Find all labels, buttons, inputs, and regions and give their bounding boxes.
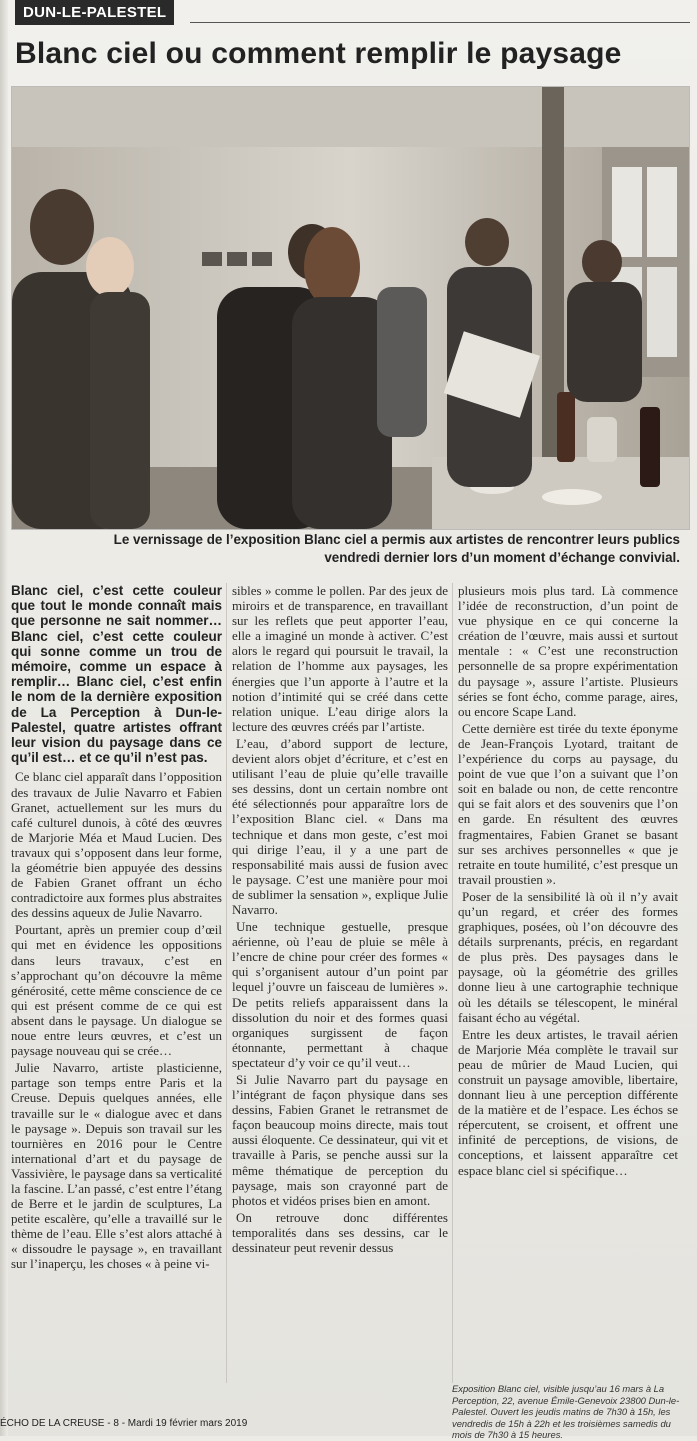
vernissage-photo-icon xyxy=(12,87,689,529)
paragraph: Cette dernière est tirée du texte éponyme de Jean-François Lyotard, traitant de l’expérience du corps au paysage, du point de vue que l’on a suivant que l’on soit en balade ou non, de cette rencontre qui se fait alors et des souvenirs que l’on en garde. En résultent des œuvres fragmentaires, Fabien Granet se basant sur ses archives personnelles « que je retraite en toute humilité, c’est presque un travail proustien ». xyxy=(458,720,678,887)
article-lead: Blanc ciel, c’est cette couleur que tout le monde connaît mais que personne ne sait nommer… Blanc ciel, c’est cette couleur qui sonne comme un trou de mémoire, comme un espace à remplir… Blanc ciel, c’est enfin le nom de la dernière exposition de La Perception à Dun-le-Palestel, quatre artistes offrant leur vision du paysage dans ce qu’il est… et ce qu’il n’est pas. xyxy=(11,583,222,766)
column-divider xyxy=(452,583,453,1383)
paragraph: Julie Navarro, artiste plasticienne, partage son temps entre Paris et la Creuse. Depuis quelques années, elle travaille sur le « dialogue avec et dans le paysage ». Depuis son travail sur les tournières en 2016 pour le Centre international d’art et du paysage de Vassivière, le paysage dans sa verticalité la fascine. L’an passé, c’est entre l’étang de Berre et le jardin de sculptures, La petite escalère, qu’elle a travaillé sur le thème de l’eau. Elle s’est alors attaché à « dissoudre le paysage », en travaillant sur l’inaperçu, les choses « à peine vi- xyxy=(11,1060,222,1272)
paragraph: Si Julie Navarro part du paysage en l’intégrant de façon physique dans ses dessins, Fabien Granet le retransmet de façon beaucoup moins directe, mais tout aussi éloquente. Ce dessinateur, qui vit et travaille à Paris, se penche aussi sur la même thématique de perception du paysage, mais son crayonné part de photos et vidéos prises bien en amont. xyxy=(232,1072,448,1208)
article-photo xyxy=(11,86,690,530)
article-column-3 xyxy=(458,583,678,1386)
paragraph: Une technique gestuelle, presque aérienne, où l’eau de pluie se mêle à l’encre de chine pour créer des formes « qui s’organisent autour d’un point par lequel j’ouvre un faisceau de lumières ». De petits reliefs apparaissent dans la dissolution du noir et des formes quasi organiques surgissent de façon étonnante, permettant à chaque spectateur d’y voir ce qu’il veut… xyxy=(232,919,448,1070)
page-footer: ÉCHO DE LA CREUSE - 8 - Mardi 19 février mars 2019 xyxy=(0,1418,248,1429)
photo-caption: Le vernissage de l’exposition Blanc ciel a permis aux artistes de rencontrer leurs publics vendredi dernier lors d’un moment d’échange convivial. xyxy=(113,532,680,565)
paragraph: L’eau, d’abord support de lecture, devient alors objet d’écriture, et c’est en utilisant l’eau de pluie qu’elle travaille ses dessins, dont un certain nombre ont été sélectionnés pour apparaître lors de l’exposition Blanc ciel. « Dans ma technique et dans mon geste, c’est moi qui dirige l’eau, il y a une part de responsabilité mais aussi de fusion avec le paysage. C’est une manière pour moi de sublimer la sensation », explique Julie Navarro. xyxy=(232,735,448,917)
article-column-1 xyxy=(11,583,222,1386)
paragraph: Entre les deux artistes, le travail aérien de Marjorie Méa complète le travail sur peau de mûrier de Maud Lucien, qui construit un paysage amovible, libertaire, donnant lieu à une perception différente de la matière et de l’espace. Les échos se répercutent, se croisent, et offrent une infinité de perceptions, de visions, de conceptions, et laissent apparaître cet espace blanc ciel si spécifique… xyxy=(458,1026,678,1178)
article-column-2 xyxy=(232,583,448,1386)
paragraph: plusieurs mois plus tard. Là commence l’idée de reconstruction, d’un point de vue physique en ce qui concerne la création de l’œuvre, mais aussi et surtout mentale : « C’est une reconstruction personnelle de sa propre expérimentation du paysage », assure l’artiste. Plusieurs séries se font écho, comme parage, aires, ou encore Scape Land. xyxy=(458,583,678,719)
article-headline: Blanc ciel ou comment remplir le paysage xyxy=(15,37,622,70)
page-edge xyxy=(0,0,8,1436)
section-label: DUN-LE-PALESTEL xyxy=(15,0,174,25)
exposition-info: Exposition Blanc ciel, visible jusqu’au 16 mars à La Perception, 22, avenue Émile-Genevoix 23800 Dun-le-Palestel. Ouvert les jeudis matins de 7h30 à 15h, les vendredis de 15h à 22h et les troisièmes samedis du mois de 7h30 à 15 heures. xyxy=(452,1383,680,1440)
top-rule xyxy=(190,22,690,23)
paragraph: Poser de la sensibilité là où il n’y avait qu’un regard, et créer des formes graphiques, posées, où l’on découvre des détails surprenants, précis, en regardant de plus près. Des paysages dans le paysage, où la géométrie des grilles donne lieu à une cartographie technique où les détails se télescopent, le minéral faisant écho au végétal. xyxy=(458,888,678,1025)
paragraph: On retrouve donc différentes temporalités dans ses dessins, car le dessinateur peut revenir dessus xyxy=(232,1209,448,1256)
paragraph: Ce blanc ciel apparaît dans l’opposition des travaux de Julie Navarro et Fabien Granet, actuellement sur les murs du café culturel dunois, à côté des œuvres de Marjorie Méa et Maud Lucien. Des travaux qui s’opposent dans leur forme, la géométrie bien appuyée des dessins de Fabien Granet offrant un écho contradictoire aux formes plus abstraites des dessins aqueux de Julie Navarro. xyxy=(11,769,222,921)
paragraph: sibles » comme le pollen. Par des jeux de miroirs et de transparence, en travaillant sur les reflets que peut apporter l’eau, elle a imaginé un monde à activer. C’est alors le regard qui poursuit le travail, la relation de l’homme aux paysages, les énergies que l’un apporte à l’autre et la notion d’intimité qui se créé dans cette relation unique. L’eau dirige alors la lecture des œuvres créés par l’artiste. xyxy=(232,583,448,734)
paragraph: Pourtant, après un premier coup d’œil qui met en évidence les oppositions dans leurs travaux, c’est en s’approchant qu’on découvre la même générosité, cette même conscience de ce qui est présent comme de ce qui est absent dans le paysage. Un dialogue se noue entre leurs œuvres, et c’est un paysage nouveau qui se crée… xyxy=(11,922,222,1059)
column-divider xyxy=(226,583,227,1383)
